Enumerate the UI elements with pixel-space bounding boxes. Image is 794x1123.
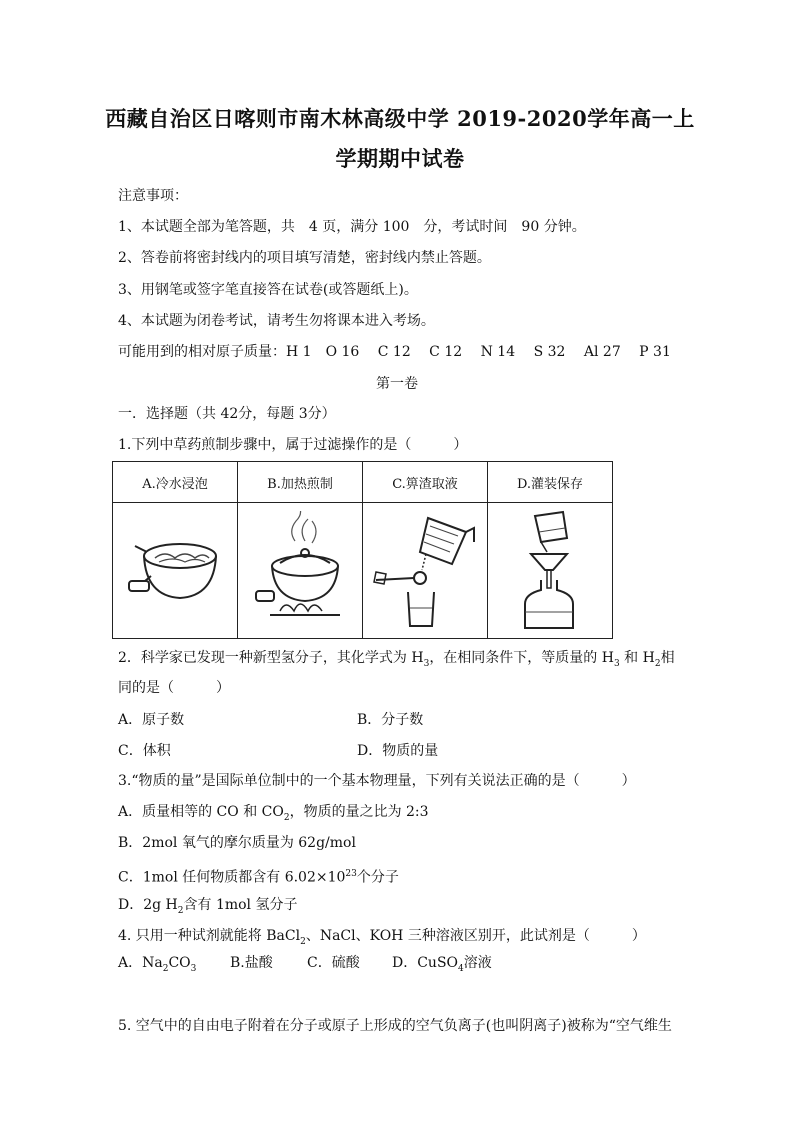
q3-option-b: B．2mol 氧气的摩尔质量为 62g/mol [118,835,356,851]
q4-option-c: C．硫酸 [307,955,360,971]
q2-subscript: 2 [654,658,661,669]
q2-stem-line2: 同的是（ ） [118,680,230,696]
q4-text: A．Na [118,955,163,971]
exam-title-line2: 学期期中试卷 [335,146,465,171]
part1-heading: 一．选择题（共 42分，每题 3分） [118,406,336,422]
q3-stem: 3.“物质的量”是国际单位制中的一个基本物理量，下列有关说法正确的是（ ） [118,773,636,789]
q3-text: A．质量相等的 CO 和 CO [118,804,284,820]
q2-stem-part: 相 [660,650,675,666]
q1-image-c [363,503,488,639]
atomic-masses: 可能用到的相对原子质量：H 1 O 16 C 12 C 12 N 14 S 32 Al 27 P 31 [118,344,671,360]
q4-option-b: B.盐酸 [230,955,273,971]
q4-subscript: 2 [162,963,169,974]
q4-subscript: 4 [458,963,464,974]
filtering-icon [370,508,480,633]
notes-heading: 注意事项： [118,188,188,204]
q3-superscript: 23 [345,869,357,879]
q3-option-c [118,864,399,888]
q1-option-a: A.冷水浸泡 [113,462,238,503]
q1-table [112,461,613,639]
q4-text: 、NaCl、KOH 三种溶液区别开，此试剂是（ ） [305,928,646,944]
note-item-4: 4、本试题为闭卷考试，请考生勿将课本进入考场。 [118,313,435,329]
q2-option-c: C．体积 [118,743,171,759]
q2-option-d: D．物质的量 [357,743,439,759]
q1-option-b: B.加热煎制 [238,462,363,503]
q4-option-d [392,952,492,974]
q4-text: CO [168,955,191,971]
volume-label: 第一卷 [376,376,418,392]
note-item-1: 1、本试题全部为笔答题，共 4 页，满分 100 分，考试时间 90 分钟。 [118,219,586,235]
q3-option-d [118,895,298,921]
q1-image-a [113,503,238,639]
q4-text: D．CuSO [392,955,459,971]
note-item-2: 2、答卷前将密封线内的项目填写清楚，密封线内禁止答题。 [118,250,491,266]
q4-text: 4. 只用一种试剂就能将 BaCl [118,928,301,944]
q1-option-d: D.灌装保存 [488,462,613,503]
q3-text: 含有 1mol 氢分子 [183,897,298,913]
q4-text: 溶液 [463,955,492,971]
q3-subscript: 2 [283,812,290,823]
q2-stem-part: 2．科学家已发现一种新型氢分子，其化学式为 H [118,650,424,666]
q1-stem: 1.下列中草药煎制步骤中，属于过滤操作的是（ ） [118,437,468,453]
q3-text: D．2g H [118,897,178,913]
funnel-bottle-icon [505,508,595,633]
q2-stem [118,648,675,674]
q3-option-a [118,802,429,828]
q3-text: 个分子 [356,869,399,886]
q4-stem [118,926,646,952]
q1-image-b [238,503,363,639]
q2-subscript: 3 [423,658,430,669]
q2-option-b: B．分子数 [357,712,424,728]
q4-subscript: 2 [300,936,306,947]
q1-option-c: C.箅渣取液 [363,462,488,503]
note-item-3: 3、用钢笔或签字笔直接答在试卷(或答题纸上)。 [118,282,418,298]
q2-subscript: 3 [613,658,620,669]
q1-image-d [488,503,613,639]
q2-option-a: A．原子数 [118,712,185,728]
q3-text: C．1mol 任何物质都含有 6.02×10 [118,869,346,886]
q2-stem-part: ，在相同条件下，等质量的 H [429,650,614,666]
q2-stem-part: 和 H [619,650,655,666]
q4-subscript: 3 [190,963,197,974]
exam-title-line1: 西藏自治区日喀则市南木林高级中学 2019-2020学年高一上 [105,106,695,131]
steaming-pot-icon [250,511,350,631]
q4-option-a [118,952,196,974]
q3-text: ，物质的量之比为 2:3 [289,804,429,820]
q3-subscript: 2 [177,905,184,916]
pot-icon [125,526,225,616]
q5-stem: 5. 空气中的自由电子附着在分子或原子上形成的空气负离子(也叫阴离子)被称为“空气维生 [118,1018,672,1034]
